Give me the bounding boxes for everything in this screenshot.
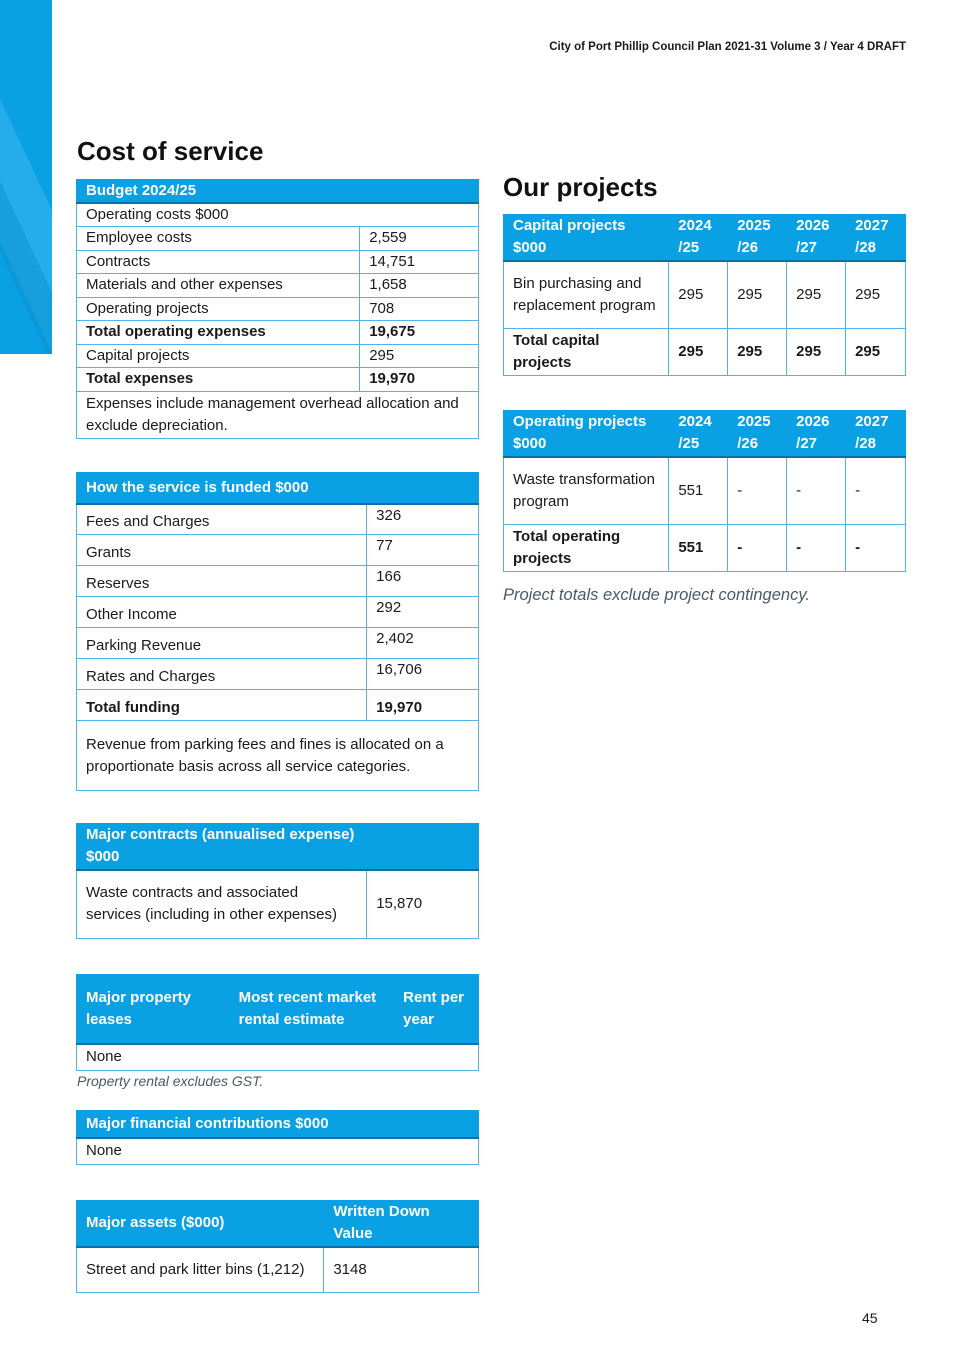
table-row <box>77 628 479 659</box>
operating-year: 2026 /27 <box>787 411 846 457</box>
funding-row-value: 77 <box>367 535 479 566</box>
funding-heading: How the service is funded $000 <box>77 473 367 504</box>
leases-col-estimate: Most recent market rental estimate <box>229 975 394 1044</box>
table-row <box>77 659 479 690</box>
assets-col-assets: Major assets ($000) <box>77 1201 324 1247</box>
capital-heading: Capital projects $000 <box>504 215 669 261</box>
budget-row-label: Capital projects <box>77 344 360 368</box>
capital-total-value: 295 <box>846 329 906 376</box>
funding-row-value: 326 <box>367 504 479 535</box>
capital-row-label: Bin purchasing and replacement program <box>504 261 669 329</box>
projects-note: Project totals exclude project contingency. <box>503 586 810 604</box>
funding-row-label: Other Income <box>77 597 367 628</box>
funding-footnote: Revenue from parking fees and fines is allocated on a proportionate basis across all service categories. <box>77 721 479 791</box>
capital-total-label: Total capital projects <box>504 329 669 376</box>
operating-total-value: - <box>728 525 787 572</box>
budget-row-value: 2,559 <box>360 227 479 251</box>
contributions-table <box>76 1110 479 1165</box>
operating-row-value: 551 <box>669 457 728 525</box>
assets-row-label: Street and park litter bins (1,212) <box>77 1247 324 1293</box>
table-row <box>77 504 479 535</box>
budget-row-label: Total expenses <box>77 368 360 392</box>
budget-row-label: Contracts <box>77 250 360 274</box>
operating-year: 2024 /25 <box>669 411 728 457</box>
operating-row-value: - <box>728 457 787 525</box>
funding-row-label: Rates and Charges <box>77 659 367 690</box>
assets-col-value: Written Down Value <box>324 1201 479 1247</box>
capital-year: 2027 /28 <box>846 215 906 261</box>
capital-total-value: 295 <box>669 329 728 376</box>
funding-row-value: 19,970 <box>367 690 479 721</box>
budget-row-label: Materials and other expenses <box>77 274 360 298</box>
budget-row-value: 19,970 <box>360 368 479 392</box>
contributions-heading: Major financial contributions $000 <box>77 1111 367 1138</box>
funding-row-value: 292 <box>367 597 479 628</box>
capital-total-value: 295 <box>728 329 787 376</box>
operating-year: 2025 /26 <box>728 411 787 457</box>
operating-total-value: - <box>787 525 846 572</box>
funding-table <box>76 472 479 791</box>
contracts-heading-blank <box>367 824 479 870</box>
funding-row-label: Total funding <box>77 690 367 721</box>
budget-row-label: Total operating expenses <box>77 321 360 345</box>
budget-row-label: Operating projects <box>77 297 360 321</box>
table-row <box>77 1138 479 1165</box>
contributions-row: None <box>77 1138 479 1165</box>
capital-year: 2026 /27 <box>787 215 846 261</box>
capital-total-value: 295 <box>787 329 846 376</box>
funding-row-value: 166 <box>367 566 479 597</box>
table-row <box>77 368 479 392</box>
budget-row-value: 1,658 <box>360 274 479 298</box>
budget-table <box>76 179 479 439</box>
table-row <box>77 690 479 721</box>
capital-row-value: 295 <box>846 261 906 329</box>
capital-year: 2024 /25 <box>669 215 728 261</box>
leases-note: Property rental excludes GST. <box>77 1073 264 1089</box>
operating-projects-table <box>503 410 906 572</box>
contracts-row-label: Waste contracts and associated services (including in other expenses) <box>77 870 367 939</box>
operating-row-value: - <box>787 457 846 525</box>
budget-row-value: 295 <box>360 344 479 368</box>
table-row <box>77 250 479 274</box>
funding-row-value: 2,402 <box>367 628 479 659</box>
funding-row-label: Reserves <box>77 566 367 597</box>
table-row <box>77 321 479 345</box>
capital-projects-table <box>503 214 906 376</box>
operating-total-label: Total operating projects <box>504 525 669 572</box>
operating-row-label: Waste transformation program <box>504 457 669 525</box>
table-row <box>77 203 479 227</box>
funding-row-label: Fees and Charges <box>77 504 367 535</box>
table-row <box>77 1044 479 1071</box>
table-row <box>77 721 479 791</box>
assets-table <box>76 1200 479 1293</box>
budget-row-label: Operating costs $000 <box>77 203 479 227</box>
table-row <box>77 391 479 438</box>
table-row <box>504 457 906 525</box>
budget-row-value: 19,675 <box>360 321 479 345</box>
capital-year: 2025 /26 <box>728 215 787 261</box>
leases-table <box>76 974 479 1071</box>
page-number: 45 <box>862 1310 878 1326</box>
table-row <box>504 329 906 376</box>
capital-row-value: 295 <box>787 261 846 329</box>
leases-col-property: Major property leases <box>77 975 230 1044</box>
table-row <box>77 1247 479 1293</box>
cost-of-service-title: Cost of service <box>77 136 264 166</box>
budget-heading: Budget 2024/25 <box>77 180 479 204</box>
operating-total-value: 551 <box>669 525 728 572</box>
leases-row: None <box>77 1044 479 1071</box>
leases-col-rent: Rent per year <box>394 975 479 1044</box>
funding-row-label: Grants <box>77 535 367 566</box>
table-row <box>77 870 479 939</box>
table-row <box>77 227 479 251</box>
capital-row-value: 295 <box>669 261 728 329</box>
budget-row-label: Employee costs <box>77 227 360 251</box>
budget-row-value: 14,751 <box>360 250 479 274</box>
table-row <box>504 261 906 329</box>
operating-row-value: - <box>846 457 906 525</box>
capital-row-value: 295 <box>728 261 787 329</box>
operating-year: 2027 /28 <box>846 411 906 457</box>
contracts-heading: Major contracts (annualised expense) $000 <box>77 824 367 870</box>
funding-row-value: 16,706 <box>367 659 479 690</box>
table-row <box>77 344 479 368</box>
assets-row-value: 3148 <box>324 1247 479 1293</box>
side-decorative-band <box>0 0 52 354</box>
table-row <box>77 297 479 321</box>
funding-heading-blank <box>367 473 479 504</box>
our-projects-title: Our projects <box>503 172 658 202</box>
table-row <box>504 525 906 572</box>
budget-row-value: 708 <box>360 297 479 321</box>
contracts-row-value: 15,870 <box>367 870 479 939</box>
budget-footnote: Expenses include management overhead allocation and exclude depreciation. <box>77 391 479 438</box>
contributions-heading-blank <box>367 1111 479 1138</box>
operating-total-value: - <box>846 525 906 572</box>
contracts-table <box>76 823 479 939</box>
operating-heading: Operating projects $000 <box>504 411 669 457</box>
document-header-title: City of Port Phillip Council Plan 2021-31 Volume 3 / Year 4 DRAFT <box>549 41 906 53</box>
table-row <box>77 597 479 628</box>
table-row <box>77 566 479 597</box>
funding-row-label: Parking Revenue <box>77 628 367 659</box>
table-row <box>77 535 479 566</box>
table-row <box>77 274 479 298</box>
